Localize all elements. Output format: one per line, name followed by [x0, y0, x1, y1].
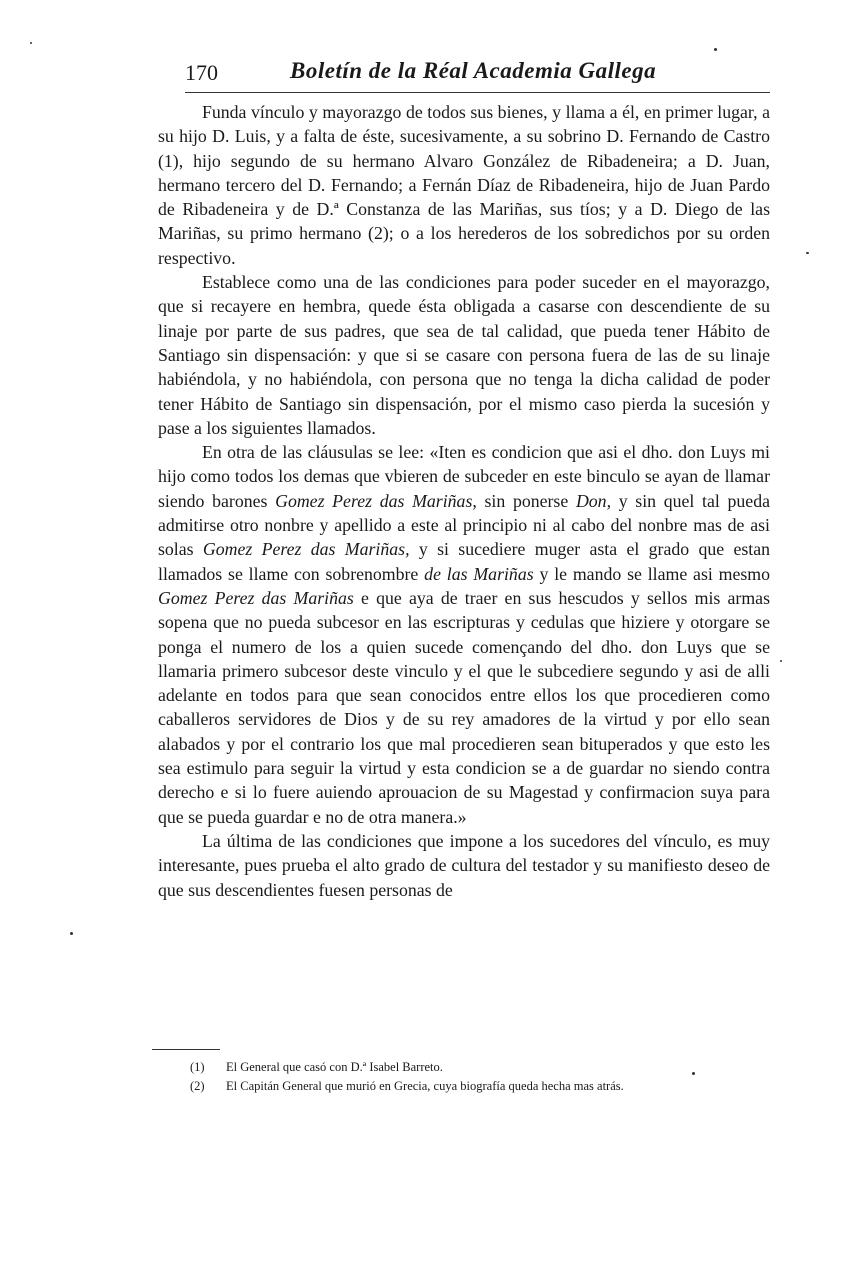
italic-text: Gomez Perez das Mariñas, [275, 490, 477, 511]
text-run: y le mando se llame asi mesmo [533, 563, 770, 584]
footnote [190, 1058, 760, 1077]
footnote-divider [152, 1049, 220, 1050]
text-run: Establece como una de las condiciones para poder suceder en el mayorazgo, que si recayere en hembra, quede ésta obligada a casarse con descendiente de su linaje por parte de sus padres, que sea de tal calidad, que pueda tener Hábito de Santiago sin dispensación: y que si se casare con persona fuera de las de su linaje habiéndola, y no habiéndola, con persona que no tenga la dicha calidad de poder tener Hábito de Santiago sin dispensación, por el mismo caso pierda la sucesión y pase a los siguientes llamados. [158, 272, 770, 438]
text-run: sin ponerse [476, 490, 576, 511]
scan-speck [714, 48, 717, 51]
italic-text: de las Mariñas [424, 563, 534, 584]
page-number: 170 [185, 60, 218, 85]
page-header [185, 58, 770, 93]
running-head: Boletín de la Réal Academia Gallega [290, 58, 657, 83]
text-run: En otra de las cláusulas se lee: «Iten es condicion que asi el dho. don Luys mi hijo como todos los demas que vbieren de subceder en este binculo se ayan de llamar siendo barones [158, 442, 770, 511]
text-run: La última de las condiciones que impone a los sucedores del vínculo, es muy interesante, pues prueba el alto grado de cultura del testador y su manifiesto deseo de que sus descendientes fuesen personas de [158, 830, 770, 900]
scan-speck [30, 42, 32, 44]
scan-speck [692, 1072, 695, 1075]
body-text [158, 100, 770, 902]
scan-speck [70, 932, 73, 935]
footnote-mark: (2) [190, 1079, 205, 1093]
footnote-text: El General que casó con D.ª Isabel Barreto. [226, 1060, 443, 1074]
paragraph [158, 440, 770, 829]
italic-text: Don, [575, 490, 612, 511]
paragraph [158, 100, 770, 270]
footnote-text: El Capitán General que murió en Grecia, cuya biografía queda hecha mas atrás. [226, 1079, 624, 1093]
text-run: y si sucediere muger asta el grado que estan llamados se llame con sobrenombre [158, 539, 770, 584]
footnotes [190, 1058, 760, 1096]
paragraph [158, 270, 770, 440]
italic-text: Gomez Perez das Mariñas [158, 587, 354, 608]
footnote [190, 1077, 760, 1096]
text-run: Funda vínculo y mayorazgo de todos sus bienes, y llama a él, en primer lugar, a su hijo D. Luis, y a falta de éste, sucesivamente, a su sobrino D. Fernando de Castro (1), hijo segundo de su hermano Alvaro González de Ribadeneira; a D. Juan, hermano tercero del D. Fernando; a Fernán Díaz de Ribadeneira, hijo de Juan Pardo de Ribadeneira y de D.ª Constanza de las Mariñas, sus tíos; y a D. Diego de las Mariñas, su primo hermano (2); o a los herederos de los sobredichos por su orden respectivo. [158, 102, 770, 268]
scan-speck [780, 660, 782, 662]
scan-speck [806, 252, 809, 254]
footnote-mark: (1) [190, 1060, 205, 1074]
text-run: y sin quel tal pueda admitirse otro nonbre y apellido a este al principio ni al cabo del nonbre mas de asi solas [158, 490, 770, 560]
paragraph [158, 829, 770, 902]
text-run: e que aya de traer en sus hescudos y sellos mis armas sopena que no pueda subcesor en las escripturas y cedulas que hiziere y otorgare se ponga el numero de los a quien sucede començando del dho. don Luys que se llamaria primero subcesor deste vinculo y el que le subcediere segundo y asi de alli adelante en todos para que sean conocidos entre ellos los que procedieren como caballeros servidores de Dios y de su rey amadores de la virtud y por ello sean alabados y por el contrario los que mal procedieren sean bituperados y que esto les sea estimulo para seguir la virtud y esta condicion se a de guardar no siendo contra derecho e si lo fuere auiendo aprouacion de su Magestad y confirmacion suya para que se pueda guardar e no de otra manera.» [158, 587, 770, 827]
italic-text: Gomez Perez das Mariñas, [202, 539, 410, 560]
